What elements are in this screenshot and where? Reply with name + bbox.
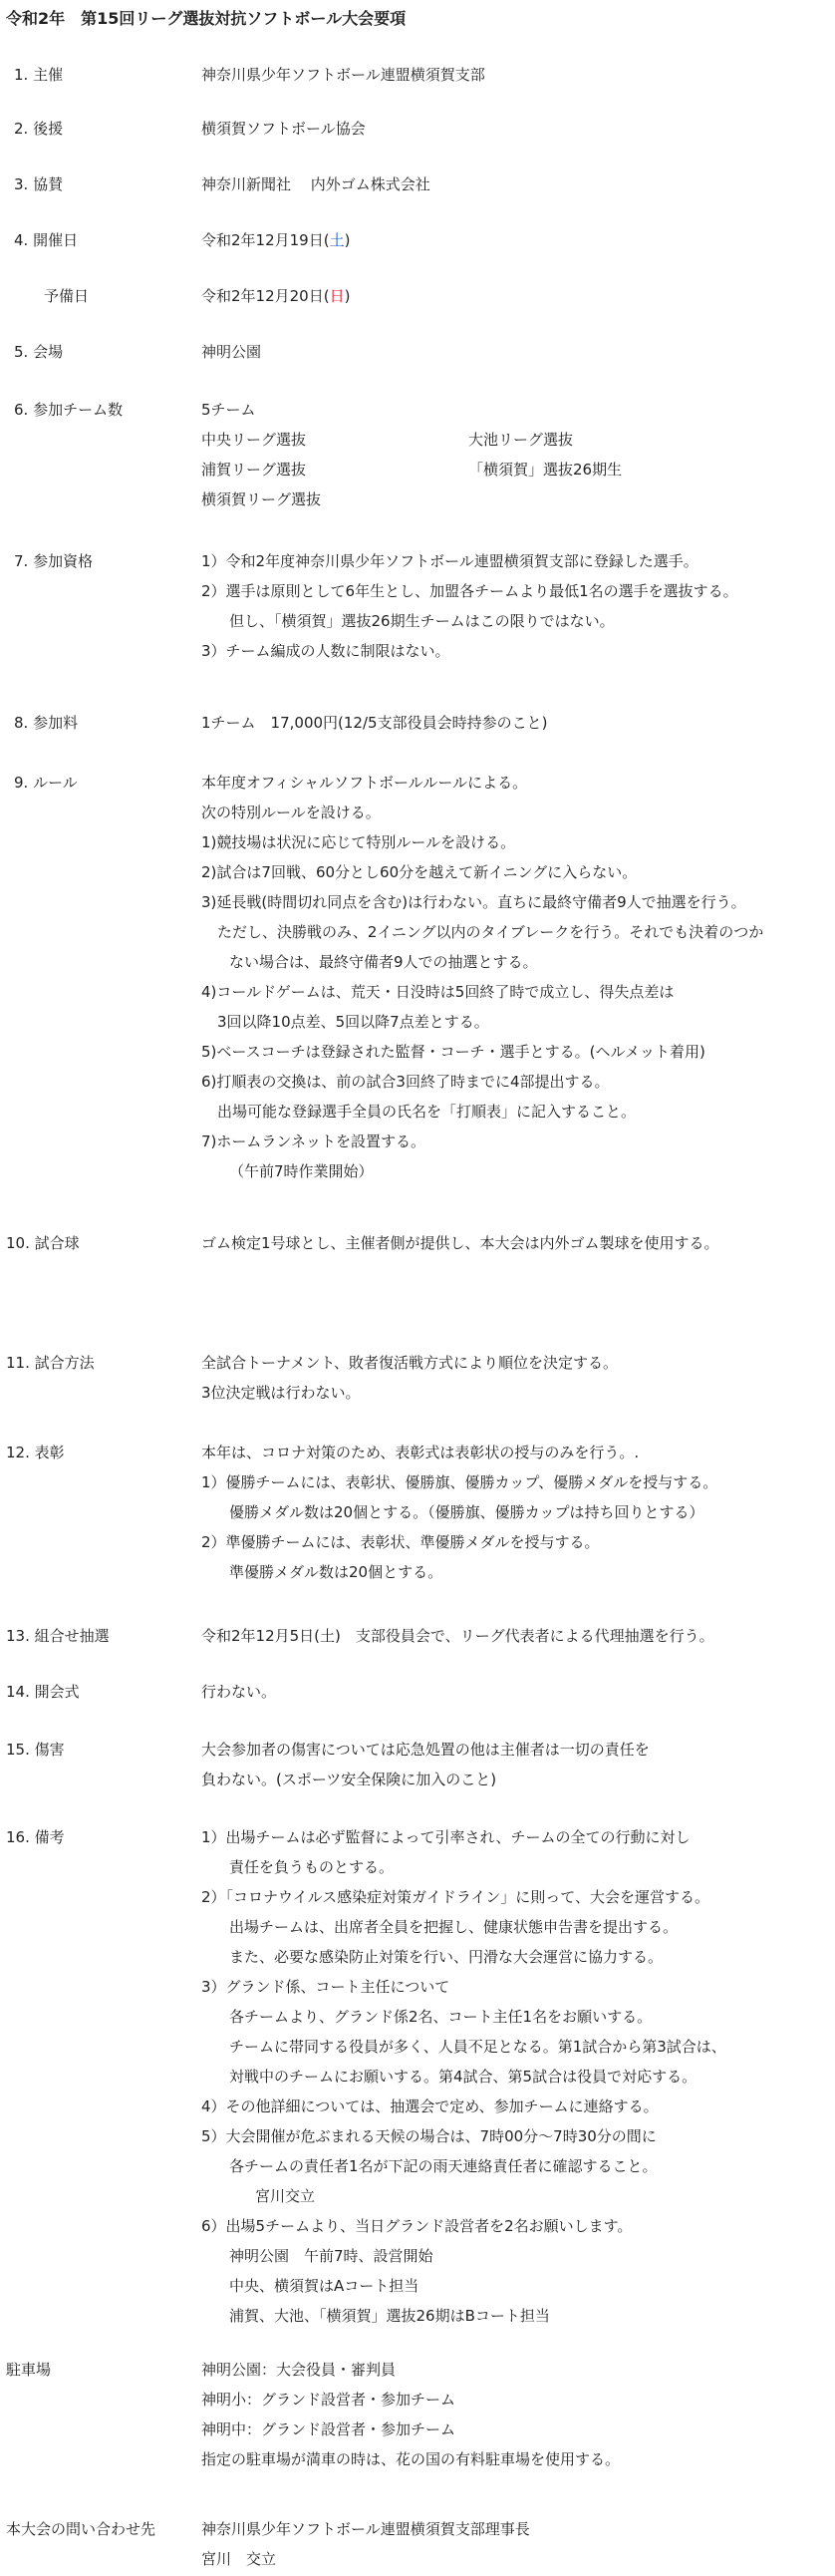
section-label: 駐車場 (6, 2361, 52, 2379)
section-label: 1. 主催 (14, 66, 64, 84)
section-label: 13. 組合せ抽選 (6, 1627, 110, 1645)
team-list (201, 425, 829, 514)
text-line: 神明中：グランド設営者・参加チーム (201, 2420, 456, 2438)
section-label: 11. 試合方法 (6, 1354, 95, 1372)
section-text: ゴム検定1号球とし、主催者側が提供し、本大会は内外ゴム製球を使用する。 (201, 1234, 719, 1252)
text-line: 1）優勝チームには、表彰状、優勝旗、優勝カップ、優勝メダルを授与する。 (201, 1473, 718, 1491)
text-line: 責任を負うものとする。 (229, 1858, 395, 1876)
text-line: ない場合は、最終守備者9人での抽選とする。 (229, 953, 538, 971)
section-label: 7. 参加資格 (14, 552, 94, 570)
text-line: 3回以降10点差、5回以降7点差とする。 (217, 1013, 489, 1031)
text-line: 指定の駐車場が満車の時は、花の国の有料駐車場を使用する。 (201, 2450, 621, 2468)
text-line: 2）「コロナウイルス感染症対策ガイドライン」に則って、大会を運営する。 (201, 1888, 709, 1906)
team-item: 中央リーグ選抜 (201, 431, 307, 449)
text-line: 5）大会開催が危ぶまれる天候の場合は、7時00分～7時30分の間に (201, 2127, 657, 2145)
section-label: 8. 参加料 (14, 714, 79, 732)
text-line: ただし、決勝戦のみ、2イニング以内のタイブレークを行う。それでも決着のつか (217, 923, 764, 941)
text-line: チームに帯同する役員が多く、人員不足となる。第1試合から第3試合は、 (229, 2038, 726, 2056)
event-date: 令和2年12月19日(土) (201, 231, 351, 249)
text-line: 浦賀、大池、「横須賀」選抜26期はBコート担当 (229, 2307, 550, 2325)
text-line: 本年度オフィシャルソフトボールルールによる。 (201, 774, 528, 792)
text-line: 神明小：グランド設営者・参加チーム (201, 2391, 456, 2409)
text-line: 神明公園：大会役員・審判員 (201, 2361, 397, 2379)
team-item: 「横須賀」選抜26期生 (468, 461, 623, 479)
text-line: 3)延長戦(時間切れ同点を含む)は行わない。直ちに最終守備者9人で抽選を行う。 (201, 893, 746, 911)
text-line: 大会参加者の傷害については応急処置の他は主催者は一切の責任を (201, 1741, 650, 1759)
sunday-label: 日 (329, 287, 345, 305)
text-line: 3）チーム編成の人数に制限はない。 (201, 642, 450, 660)
section-text: 令和2年12月5日(土) 支部役員会で、リーグ代表者による代理抽選を行う。 (201, 1627, 714, 1645)
text-line: 負わない。(スポーツ安全保険に加入のこと) (201, 1771, 497, 1788)
text-line: 1）令和2年度神奈川県少年ソフトボール連盟横須賀支部に登録した選手。 (201, 552, 698, 570)
section-label: 12. 表彰 (6, 1444, 65, 1461)
text-line: 4)コールドゲームは、荒天・日没時は5回終了時で成立し、得失点差は (201, 983, 675, 1001)
section-text: 神明公園 (201, 343, 262, 361)
section-label: 16. 備考 (6, 1828, 65, 1846)
text-line: 各チームより、グランド係2名、コート主任1名をお願いする。 (229, 2008, 653, 2026)
section-label: 15. 傷害 (6, 1741, 65, 1759)
team-count: 5チーム (201, 401, 256, 419)
text-line: 7)ホームランネットを設置する。 (201, 1132, 425, 1150)
page-title: 令和2年 第15回リーグ選抜対抗ソフトボール大会要項 (6, 9, 407, 28)
text-line: 6)打順表の交換は、前の試合3回終了時までに4部提出する。 (201, 1073, 610, 1091)
text-line: 出場チームは、出席者全員を把握し、健康状態申告書を提出する。 (229, 1918, 679, 1936)
section-text: 行わない。 (201, 1683, 277, 1701)
section-label: 3. 協賛 (14, 175, 64, 193)
text-line: 本年は、コロナ対策のため、表彰式は表彰状の授与のみを行う。. (201, 1444, 640, 1461)
text-line: 2)試合は7回戦、60分とし60分を越えて新イニングに入らない。 (201, 863, 638, 881)
text-line: 3位決定戦は行わない。 (201, 1384, 361, 1402)
text-line: 神奈川県少年ソフトボール連盟横須賀支部理事長 (201, 2520, 530, 2538)
team-item: 横須賀リーグ選抜 (201, 490, 322, 508)
text-line: 1）出場チームは必ず監督によって引率され、チームの全ての行動に対し (201, 1828, 691, 1846)
text-line: （午前7時作業開始） (229, 1162, 374, 1180)
team-item: 浦賀リーグ選抜 (201, 461, 307, 479)
text-line: 6）出場5チームより、当日グランド設営者を2名お願いします。 (201, 2217, 633, 2235)
section-text: 横須賀ソフトボール協会 (201, 120, 366, 138)
text-line: 中央、横須賀はAコート担当 (229, 2277, 419, 2295)
section-text: 神奈川県少年ソフトボール連盟横須賀支部 (201, 66, 485, 84)
text-line: 3）グランド係、コート主任について (201, 1978, 450, 1996)
section-label: 4. 開催日 (14, 231, 79, 249)
text-line: 4）その他詳細については、抽選会で定め、参加チームに連絡する。 (201, 2097, 659, 2115)
saturday-label: 土 (329, 231, 345, 249)
team-item: 大池リーグ選抜 (468, 431, 574, 449)
section-label: 14. 開会式 (6, 1683, 80, 1701)
text-line: 1)競技場は状況に応じて特別ルールを設ける。 (201, 833, 516, 851)
section-text: 1チーム 17,000円(12/5支部役員会時持参のこと) (201, 714, 548, 732)
text-line: 神明公園 午前7時、設営開始 (229, 2247, 433, 2265)
text-line: 宮川交立 (255, 2187, 316, 2205)
text-line: 但し、「横須賀」選抜26期生チームはこの限りではない。 (229, 612, 615, 630)
section-label: 本大会の問い合わせ先 (6, 2520, 156, 2538)
text-line: 各チームの責任者1名が下記の雨天連絡責任者に確認すること。 (229, 2157, 658, 2175)
section-label: 予備日 (44, 287, 90, 305)
text-line: 出場可能な登録選手全員の氏名を「打順表」に記入すること。 (217, 1103, 637, 1121)
text-line: また、必要な感染防止対策を行い、円滑な大会運営に協力する。 (229, 1948, 664, 1966)
section-label: 9. ルール (14, 774, 78, 792)
text-line: 準優勝メダル数は20個とする。 (229, 1563, 443, 1581)
section-label: 10. 試合球 (6, 1234, 80, 1252)
text-line: 2）準優勝チームには、表彰状、準優勝メダルを授与する。 (201, 1533, 600, 1551)
section-text: 神奈川新聞社 内外ゴム株式会社 (201, 175, 430, 193)
section-label: 6. 参加チーム数 (14, 401, 124, 419)
text-line: 対戦中のチームにお願いする。第4試合、第5試合は役員で対応する。 (229, 2068, 697, 2086)
text-line: 優勝メダル数は20個とする。（優勝旗、優勝カップは持ち回りとする） (229, 1503, 704, 1521)
section-label: 2. 後援 (14, 120, 64, 138)
text-line: 宮川 交立 (201, 2550, 277, 2568)
text-line: 全試合トーナメント、敗者復活戦方式により順位を決定する。 (201, 1354, 619, 1372)
section-label: 5. 会場 (14, 343, 64, 361)
text-line: 2）選手は原則として6年生とし、加盟各チームより最低1名の選手を選抜する。 (201, 582, 738, 600)
text-line: 5)ベースコーチは登録された監督・コーチ・選手とする。(ヘルメット着用) (201, 1043, 705, 1061)
text-line: 次の特別ルールを設ける。 (201, 804, 381, 821)
reserve-date: 令和2年12月20日(日) (201, 287, 351, 305)
